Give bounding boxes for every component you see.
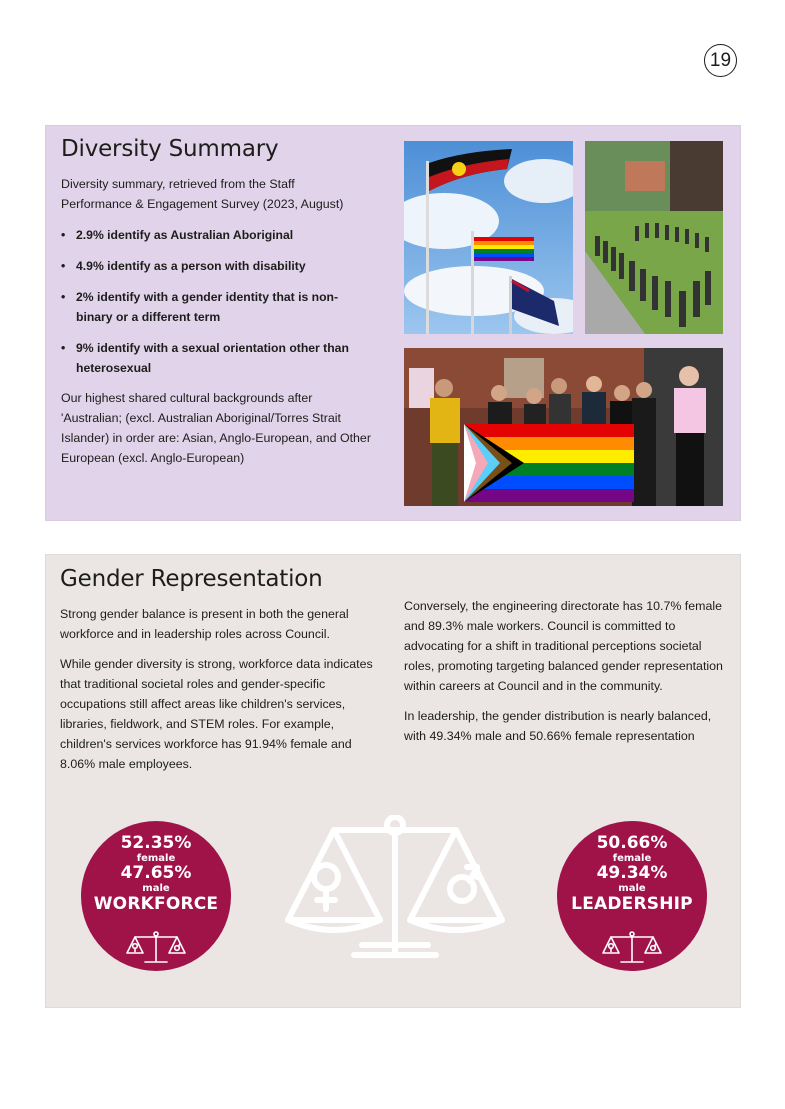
leadership-male-pct: 49.34% <box>596 863 668 883</box>
diversity-title: Diversity Summary <box>61 136 279 162</box>
gender-paragraph: In leadership, the gender distribution is nearly balanced, with 49.34% male and 50.66% female representation <box>404 709 712 743</box>
diversity-summary-panel <box>45 125 741 521</box>
gender-paragraph: Strong gender balance is present in both the general workforce and in leadership roles across Council. <box>60 607 349 641</box>
leadership-badge <box>557 821 707 971</box>
leadership-female-pct: 50.66% <box>596 833 668 853</box>
diversity-bullet-list <box>61 225 351 389</box>
community-circle-photo <box>585 141 723 334</box>
pride-flag-group-photo-image <box>404 348 723 506</box>
gender-paragraph: While gender diversity is strong, workforce data indicates that traditional societal roles and gender-specific occupations still affect areas like children's services, libraries, fieldwork, and STEM roles. For example, children's services workforce has 91.94% female and 8.06% male employees. <box>60 657 373 771</box>
diversity-bullet: • 9% identify with a sexual orientation other than heterosexual <box>61 338 351 378</box>
gender-left-column <box>60 604 380 784</box>
workforce-female-label: female <box>136 853 176 864</box>
progress-pride-flag <box>464 424 634 502</box>
gender-right-column <box>404 596 729 756</box>
diversity-intro <box>61 174 366 224</box>
workforce-badge <box>81 821 231 971</box>
page-number: 19 <box>704 44 737 77</box>
diversity-bullet: • 2.9% identify as Australian Aboriginal <box>61 225 351 245</box>
workforce-female-pct: 52.35% <box>120 833 192 853</box>
diversity-bullet: • 4.9% identify as a person with disability <box>61 256 351 276</box>
leadership-male-label: male <box>618 883 646 894</box>
cultural-backgrounds <box>61 388 371 478</box>
balance-scales-icon <box>284 815 506 969</box>
gender-title: Gender Representation <box>60 566 323 592</box>
gender-representation-panel <box>45 554 741 1008</box>
leadership-female-label: female <box>612 853 652 864</box>
cultural-backgrounds-text: Our highest shared cultural backgrounds after 'Australian; (excl. Australian Aboriginal/Torres Strait Islander) in order are: Asian, Anglo-European, and Other European (excl. Anglo-European) <box>61 391 371 465</box>
workforce-male-pct: 47.65% <box>120 863 192 883</box>
workforce-male-label: male <box>142 883 170 894</box>
pride-flag-group-photo <box>404 348 723 506</box>
diversity-intro-text: Diversity summary, retrieved from the Staff Performance & Engagement Survey (2023, August) <box>61 177 344 211</box>
scales-icon <box>123 931 189 965</box>
diversity-bullet: • 2% identify with a gender identity that is non-binary or a different term <box>61 287 351 327</box>
gender-paragraph: Conversely, the engineering directorate has 10.7% female and 89.3% male workers. Council is committed to advocating for a shift in traditional perceptions societal roles, promoting targeting balanced gender representation within careers at Council and in the community. <box>404 599 723 693</box>
leadership-label: LEADERSHIP <box>571 894 693 914</box>
workforce-label: WORKFORCE <box>93 894 219 914</box>
community-circle-photo-image <box>585 141 723 334</box>
flags-photo-image <box>404 141 573 334</box>
flags-photo <box>404 141 573 334</box>
scales-icon <box>599 931 665 965</box>
